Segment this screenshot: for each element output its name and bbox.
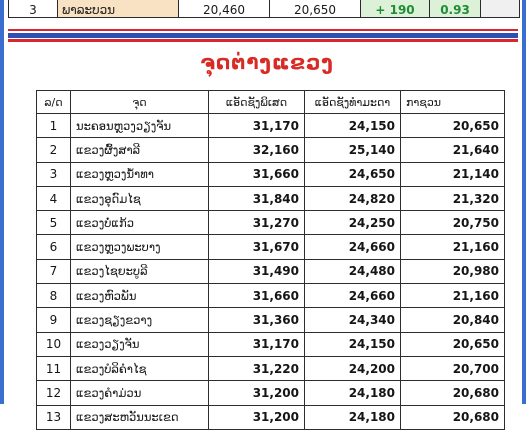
table-row	[37, 186, 505, 210]
row-diesel: 20,700	[401, 356, 505, 380]
table-row	[37, 259, 505, 283]
row-number: 6	[37, 235, 71, 259]
row-regular: 24,480	[305, 259, 401, 283]
divider-red-thin	[8, 29, 518, 31]
row-location: ແຂວງວຽງຈັນ	[71, 332, 209, 356]
row-number: 4	[37, 186, 71, 210]
section-title: ຈຸດຕ່າງແຂວງ	[200, 50, 334, 74]
header-regular: ແອັດຊັງທຳມະດາ	[305, 91, 401, 114]
header-location: ຈຸດ	[71, 91, 209, 114]
row-premium: 31,170	[209, 332, 305, 356]
row-premium: 31,270	[209, 211, 305, 235]
row-number: 8	[37, 284, 71, 308]
row-premium: 31,670	[209, 235, 305, 259]
row-location: ແຂວງສະຫວັນນະເຂດ	[71, 405, 209, 429]
row-location: ນະຄອນຫຼວງວຽງຈັນ	[71, 114, 209, 138]
decorative-divider	[8, 27, 518, 44]
row-location: ແຂວງບໍລິຄຳໄຊ	[71, 356, 209, 380]
table-row	[37, 235, 505, 259]
row-value-new: 20,650	[270, 0, 361, 18]
row-percent: 0.93	[430, 0, 481, 18]
row-diesel: 21,140	[401, 162, 505, 186]
row-premium: 31,840	[209, 186, 305, 210]
previous-table-tail	[8, 0, 520, 18]
row-diesel: 20,680	[401, 405, 505, 429]
row-premium: 31,490	[209, 259, 305, 283]
row-regular: 24,200	[305, 356, 401, 380]
row-regular: 24,820	[305, 186, 401, 210]
table-header-row	[37, 91, 505, 114]
table-row	[37, 381, 505, 405]
divider-blue-stripe	[8, 33, 518, 38]
row-diesel: 21,320	[401, 186, 505, 210]
row-diesel: 20,750	[401, 211, 505, 235]
table-row	[37, 211, 505, 235]
row-number: 2	[37, 138, 71, 162]
table-row	[37, 332, 505, 356]
province-price-table	[36, 90, 505, 430]
row-premium: 31,660	[209, 162, 305, 186]
row-location: ແຂວງຜົ້ງສາລີ	[71, 138, 209, 162]
table-row	[37, 308, 505, 332]
row-diesel: 20,650	[401, 332, 505, 356]
table-body	[37, 114, 505, 430]
divider-red-stripe	[8, 39, 518, 42]
row-regular: 24,340	[305, 308, 401, 332]
row-location: ແຂວງອຸດົມໄຊ	[71, 186, 209, 210]
table-row	[37, 405, 505, 429]
row-diesel: 20,840	[401, 308, 505, 332]
table-row	[37, 284, 505, 308]
row-number: 3	[37, 162, 71, 186]
header-number: ລ/ດ	[37, 91, 71, 114]
row-diesel: 21,160	[401, 235, 505, 259]
row-location: ແຂວງຫຼວງນ້ຳທາ	[71, 162, 209, 186]
row-premium: 31,170	[209, 114, 305, 138]
row-regular: 24,250	[305, 211, 401, 235]
row-location: ແຂວງບໍ່ແກ້ວ	[71, 211, 209, 235]
row-location: ແຂວງຫົວພັນ	[71, 284, 209, 308]
row-number: 7	[37, 259, 71, 283]
row-number: 12	[37, 381, 71, 405]
row-location: ແຂວງຄຳມ່ວນ	[71, 381, 209, 405]
row-change: + 190	[361, 0, 430, 18]
row-number: 13	[37, 405, 71, 429]
row-regular: 24,180	[305, 381, 401, 405]
row-regular: 24,150	[305, 332, 401, 356]
row-number: 9	[37, 308, 71, 332]
row-regular: 24,660	[305, 284, 401, 308]
row-diesel: 20,680	[401, 381, 505, 405]
table-row	[37, 114, 505, 138]
row-diesel: 20,980	[401, 259, 505, 283]
row-number: 10	[37, 332, 71, 356]
row-premium: 31,200	[209, 405, 305, 429]
row-number: 3	[9, 0, 58, 18]
row-regular: 25,140	[305, 138, 401, 162]
row-premium: 31,220	[209, 356, 305, 380]
row-location: ແຂວງໄຊຍະບູລີ	[71, 259, 209, 283]
row-diesel: 21,160	[401, 284, 505, 308]
row-diesel: 20,650	[401, 114, 505, 138]
row-premium: 32,160	[209, 138, 305, 162]
row-regular: 24,150	[305, 114, 401, 138]
row-regular: 24,650	[305, 162, 401, 186]
row-premium: 31,660	[209, 284, 305, 308]
table-row	[37, 162, 505, 186]
row-location: ແຂວງຊຽງຂວາງ	[71, 308, 209, 332]
row-premium: 31,200	[209, 381, 305, 405]
row-regular: 24,180	[305, 405, 401, 429]
header-premium: ແອັດຊັງພິເສດ	[209, 91, 305, 114]
row-value-old: 20,460	[179, 0, 270, 18]
row-name: ພາລະບວນ	[58, 0, 179, 18]
row-regular: 24,660	[305, 235, 401, 259]
table-row	[9, 0, 520, 18]
header-diesel: ກາຊວນ	[401, 91, 505, 114]
row-premium: 31,360	[209, 308, 305, 332]
row-number: 11	[37, 356, 71, 380]
row-location: ແຂວງຫຼວງພະບາງ	[71, 235, 209, 259]
row-empty-cell	[481, 0, 520, 18]
table-row	[37, 356, 505, 380]
row-number: 1	[37, 114, 71, 138]
row-diesel: 21,640	[401, 138, 505, 162]
row-number: 5	[37, 211, 71, 235]
table-row	[37, 138, 505, 162]
